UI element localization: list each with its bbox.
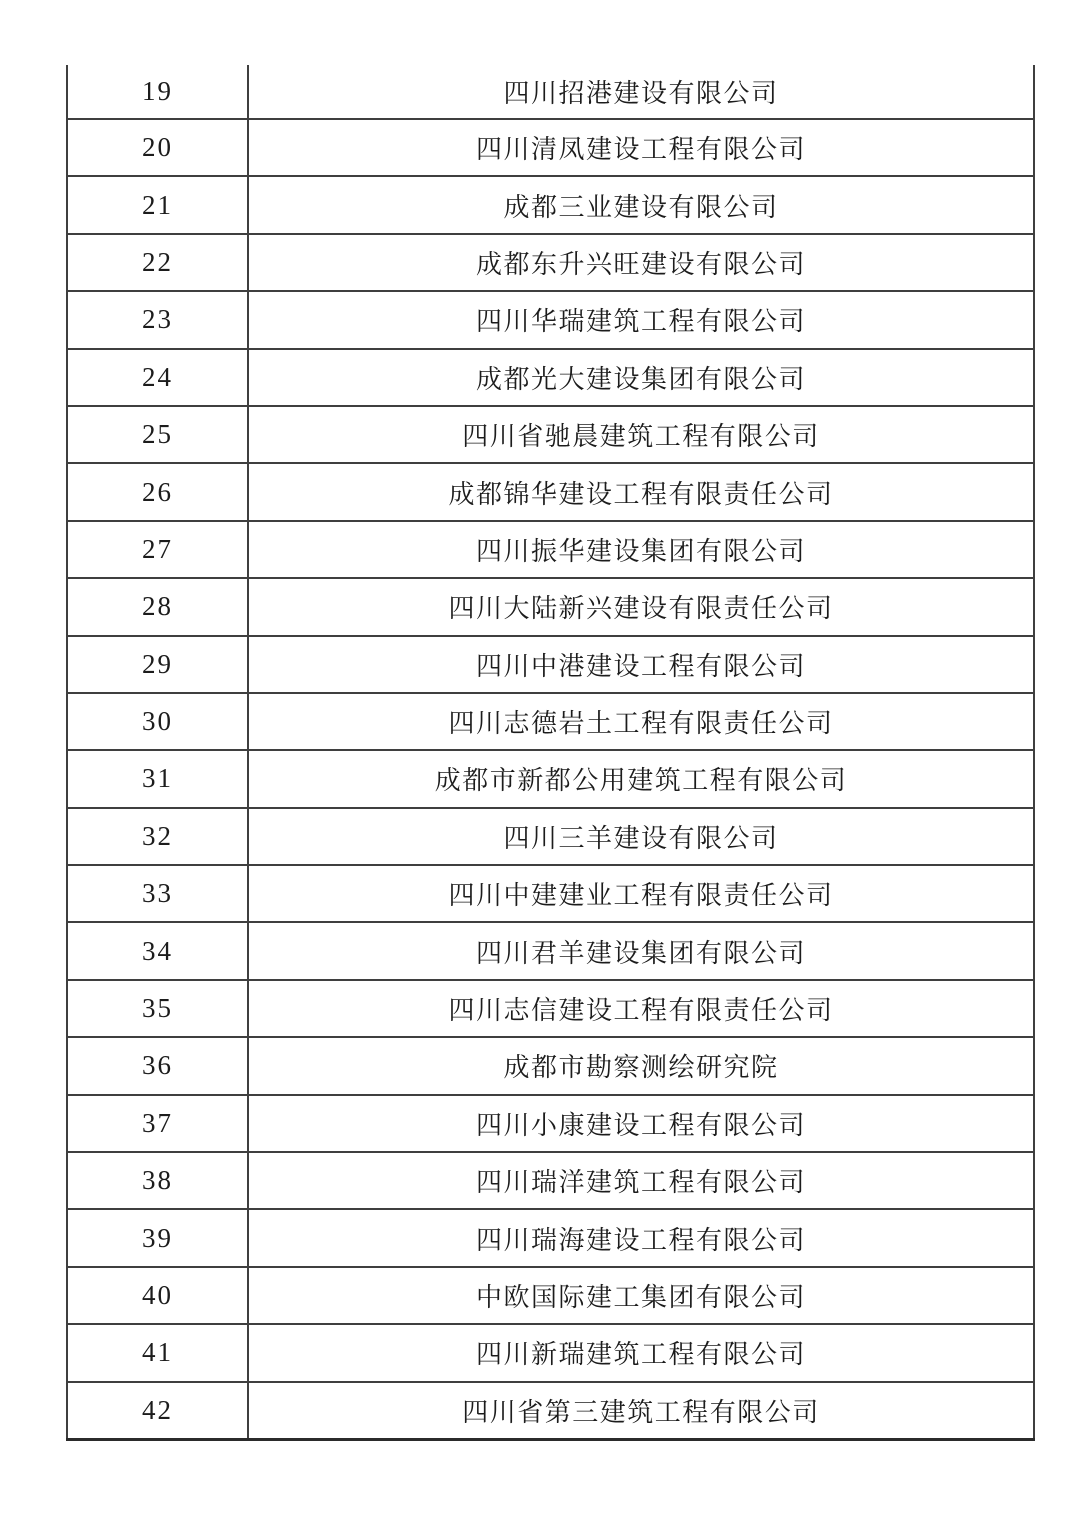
company-name-cell: 四川振华建设集团有限公司: [249, 522, 1035, 577]
table-row: [66, 923, 1035, 980]
table-row: [66, 694, 1035, 751]
company-name-cell: 四川省第三建筑工程有限公司: [249, 1383, 1035, 1438]
row-number-cell: 24: [66, 350, 249, 405]
company-name-cell: 成都市新都公用建筑工程有限公司: [249, 751, 1035, 806]
row-number-cell: 32: [66, 809, 249, 864]
table-row: [66, 120, 1035, 177]
company-name-cell: 四川中建建业工程有限责任公司: [249, 866, 1035, 921]
table-row: [66, 579, 1035, 636]
table-row: [66, 866, 1035, 923]
company-name-cell: 四川省驰晨建筑工程有限公司: [249, 407, 1035, 462]
row-number-cell: 27: [66, 522, 249, 577]
company-name-cell: 四川中港建设工程有限公司: [249, 637, 1035, 692]
row-number-cell: 19: [66, 65, 249, 118]
row-number-cell: 29: [66, 637, 249, 692]
company-name-cell: 四川三羊建设有限公司: [249, 809, 1035, 864]
table-row: [66, 65, 1035, 120]
company-name-cell: 成都东升兴旺建设有限公司: [249, 235, 1035, 290]
company-name-cell: 成都市勘察测绘研究院: [249, 1038, 1035, 1093]
table-row: [66, 177, 1035, 234]
company-name-cell: 四川招港建设有限公司: [249, 65, 1035, 118]
company-name-cell: 四川大陆新兴建设有限责任公司: [249, 579, 1035, 634]
table-row: [66, 1268, 1035, 1325]
table-row: [66, 522, 1035, 579]
company-name-cell: 四川志信建设工程有限责任公司: [249, 981, 1035, 1036]
company-name-cell: 四川小康建设工程有限公司: [249, 1096, 1035, 1151]
company-name-cell: 成都三业建设有限公司: [249, 177, 1035, 232]
table-row: [66, 464, 1035, 521]
company-name-cell: 四川志德岩土工程有限责任公司: [249, 694, 1035, 749]
row-number-cell: 34: [66, 923, 249, 978]
row-number-cell: 41: [66, 1325, 249, 1380]
row-number-cell: 38: [66, 1153, 249, 1208]
row-number-cell: 25: [66, 407, 249, 462]
table-row: [66, 1383, 1035, 1438]
table-row: [66, 407, 1035, 464]
company-name-cell: 四川清凤建设工程有限公司: [249, 120, 1035, 175]
table-row: [66, 1153, 1035, 1210]
row-number-cell: 36: [66, 1038, 249, 1093]
company-name-cell: 四川新瑞建筑工程有限公司: [249, 1325, 1035, 1380]
company-name-cell: 四川华瑞建筑工程有限公司: [249, 292, 1035, 347]
table-row: [66, 1325, 1035, 1382]
company-name-cell: 四川君羊建设集团有限公司: [249, 923, 1035, 978]
row-number-cell: 33: [66, 866, 249, 921]
company-name-cell: 成都锦华建设工程有限责任公司: [249, 464, 1035, 519]
company-name-cell: 成都光大建设集团有限公司: [249, 350, 1035, 405]
row-number-cell: 37: [66, 1096, 249, 1151]
row-number-cell: 22: [66, 235, 249, 290]
company-table: [66, 65, 1035, 1441]
company-name-cell: 中欧国际建工集团有限公司: [249, 1268, 1035, 1323]
table-row: [66, 1210, 1035, 1267]
table-row: [66, 292, 1035, 349]
table-row: [66, 350, 1035, 407]
row-number-cell: 42: [66, 1383, 249, 1438]
company-name-cell: 四川瑞海建设工程有限公司: [249, 1210, 1035, 1265]
row-number-cell: 20: [66, 120, 249, 175]
company-name-cell: 四川瑞洋建筑工程有限公司: [249, 1153, 1035, 1208]
table-row: [66, 1038, 1035, 1095]
table-row: [66, 981, 1035, 1038]
table-row: [66, 751, 1035, 808]
table-row: [66, 235, 1035, 292]
row-number-cell: 30: [66, 694, 249, 749]
row-number-cell: 31: [66, 751, 249, 806]
row-number-cell: 23: [66, 292, 249, 347]
row-number-cell: 35: [66, 981, 249, 1036]
row-number-cell: 39: [66, 1210, 249, 1265]
row-number-cell: 26: [66, 464, 249, 519]
row-number-cell: 40: [66, 1268, 249, 1323]
row-number-cell: 21: [66, 177, 249, 232]
row-number-cell: 28: [66, 579, 249, 634]
table-row: [66, 637, 1035, 694]
table-row: [66, 809, 1035, 866]
table-row: [66, 1096, 1035, 1153]
